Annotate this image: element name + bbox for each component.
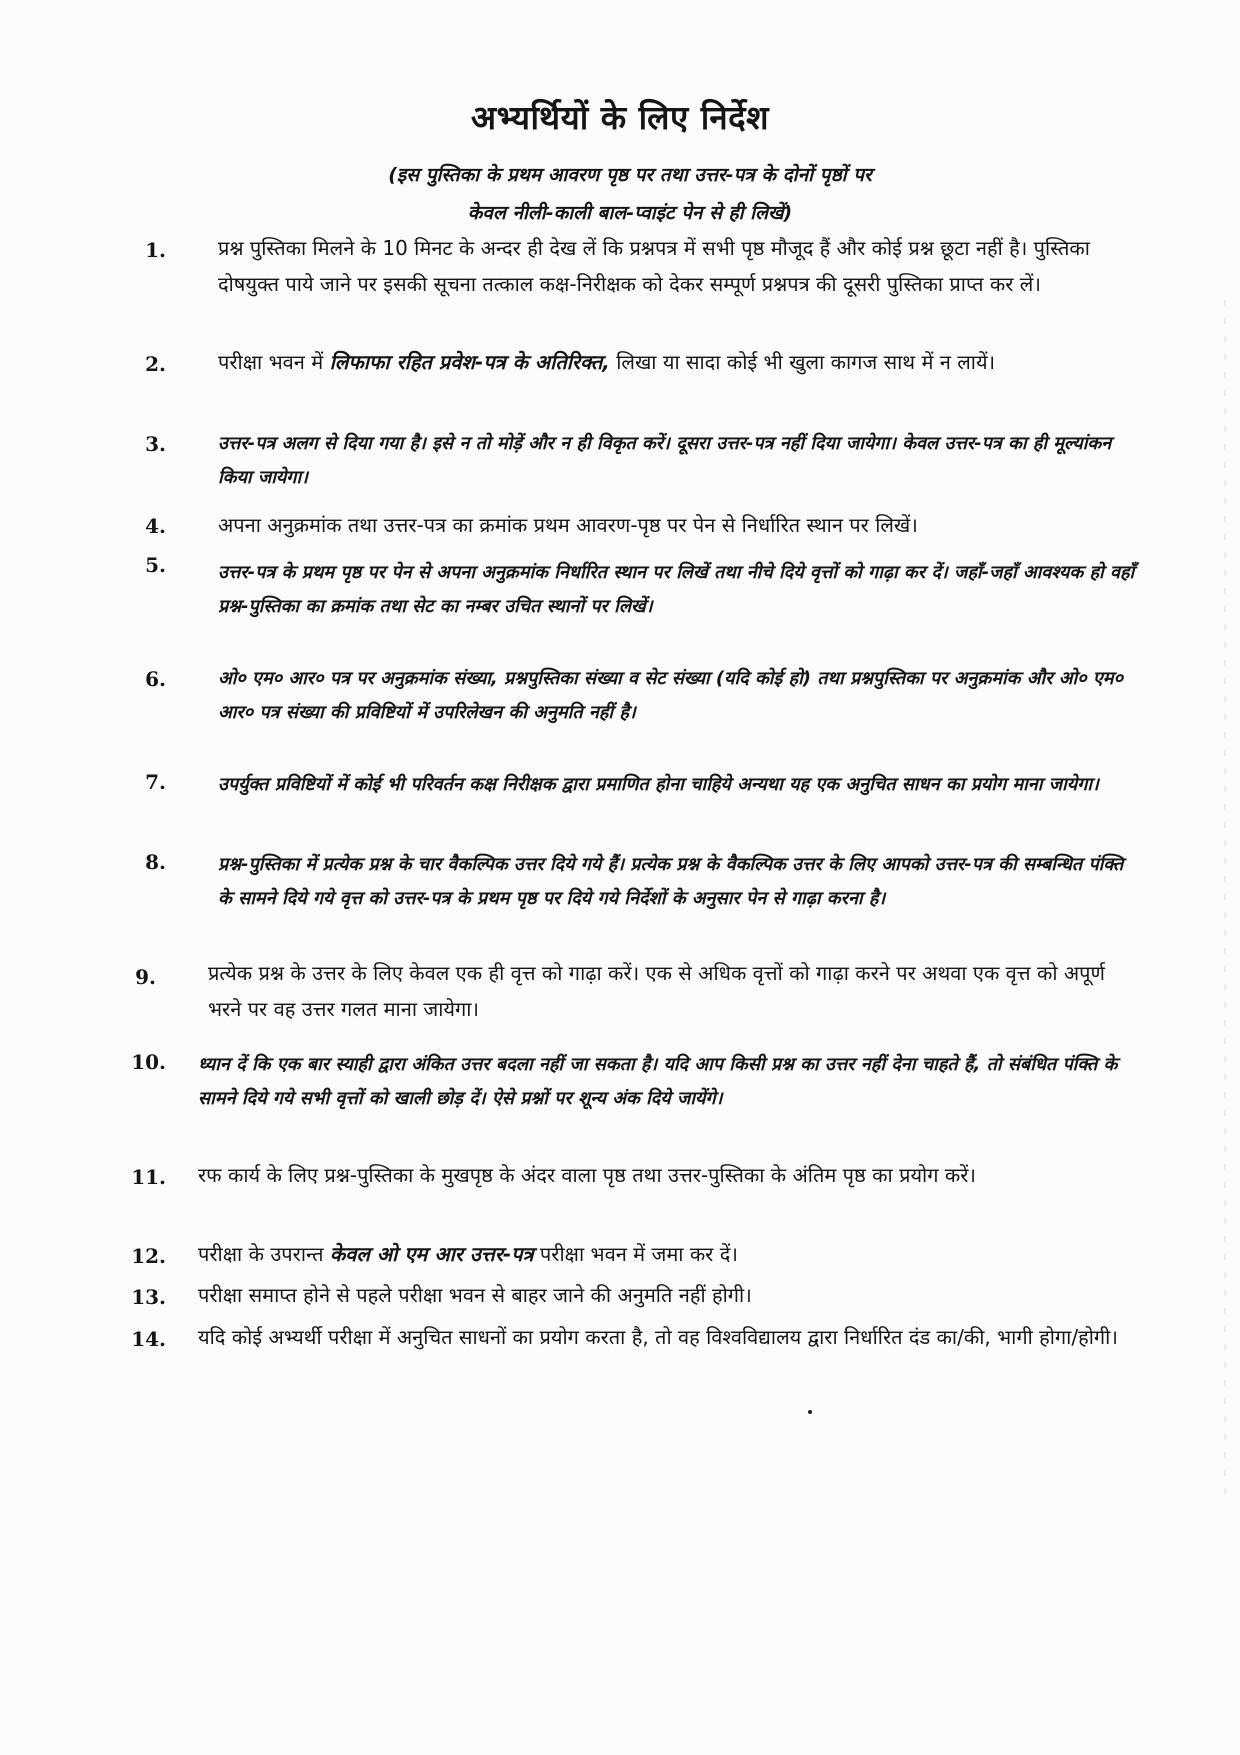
item-text: उपर्युक्त प्रविष्टियों में कोई भी परिवर्तन कक्ष निरीक्षक द्वारा प्रमाणित होना चाहिये अन्यथा यह एक अनुचित साधन का प्रयोग माना जायेगा।: [218, 774, 1099, 795]
item-number: 4.: [145, 514, 166, 538]
item-number: 14.: [131, 1327, 166, 1351]
item-number: 8.: [145, 850, 166, 874]
item-text: यदि कोई अभ्यर्थी परीक्षा में अनुचित साधनों का प्रयोग करता है, तो वह विश्वविद्यालय द्वारा निर्धारित दंड का/की, भागी होगा/होगी।: [198, 1325, 1118, 1349]
item-text: [198, 1236, 1138, 1272]
item-number: 6.: [145, 667, 166, 691]
item-text-emphasis: लिफाफा रहित प्रवेश-पत्र के अतिरिक्त,: [329, 350, 610, 374]
item-text: उत्तर-पत्र अलग से दिया गया है। इसे न तो मोड़ें और न ही विकृत करें। दूसरा उत्तर-पत्र नहीं दिया जायेगा। केवल उत्तर-पत्र का ही मूल्यांकन किया जायेगा।: [218, 433, 1112, 488]
item-number: 1.: [145, 238, 166, 262]
scan-edge-mark: [1224, 300, 1226, 1500]
item-number: 2.: [145, 352, 166, 376]
item-number: 9.: [135, 965, 156, 989]
page-title: अभ्यर्थियों के लिए निर्देश: [470, 98, 770, 137]
item-text: परीक्षा समाप्त होने से पहले परीक्षा भवन से बाहर जाने की अनुमति नहीं होगी।: [198, 1283, 752, 1307]
item-number: 3.: [145, 432, 166, 456]
item-text: प्रत्येक प्रश्न के उत्तर के लिए केवल एक ही वृत्त को गाढ़ा करें। एक से अधिक वृत्तों को गाढ़ा करने पर अथवा एक वृत्त को अपूर्ण भरने पर वह उत्तर गलत माना जायेगा।: [208, 961, 1105, 1021]
item-text-part: परीक्षा भवन में जमा कर दें।: [533, 1242, 738, 1266]
item-text: ध्यान दें कि एक बार स्याही द्वारा अंकित उत्तर बदला नहीं जा सकता है। यदि आप किसी प्रश्न का उत्तर नहीं देना चाहते हैं, तो संबंधित पंक्ति के सामने दिये गये सभी वृत्तों को खाली छोड़ दें। ऐसे प्रश्नों पर शून्य अंक दिये जायेंगे।: [198, 1054, 1118, 1109]
item-text-part: परीक्षा के उपरान्त: [198, 1242, 330, 1266]
page-subtitle: [230, 156, 1030, 232]
item-number: 10.: [131, 1050, 166, 1074]
item-text-part: परीक्षा भवन में: [218, 350, 330, 374]
item-text: प्रश्न पुस्तिका मिलने के 10 मिनट के अन्दर ही देख लें कि प्रश्नपत्र में सभी पृष्ठ मौजूद हैं और कोई प्रश्न छूटा नहीं है। पुस्तिका दोषयुक्त पाये जाने पर इसकी सूचना तत्काल कक्ष-निरीक्षक को देकर सम्पूर्ण प्रश्नपत्र की दूसरी पुस्तिका प्राप्त कर लें।: [218, 236, 1090, 296]
item-text: रफ कार्य के लिए प्रश्न-पुस्तिका के मुखपृष्ठ के अंदर वाला पृष्ठ तथा उत्तर-पुस्तिका के अंतिम पृष्ठ का प्रयोग करें।: [198, 1163, 976, 1187]
subtitle-line-2: केवल नीली-काली बाल-प्वाइंट पेन से ही लिखें): [467, 202, 793, 224]
item-number: 7.: [145, 770, 166, 794]
item-text-emphasis: केवल ओ एम आर उत्तर-पत्र: [329, 1242, 534, 1266]
subtitle-line-1: (इस पुस्तिका के प्रथम आवरण पृष्ठ पर तथा उत्तर-पत्र के दोनों पृष्ठों पर: [388, 164, 872, 186]
item-text: ओ० एम० आर० पत्र पर अनुक्रमांक संख्या, प्रश्नपुस्तिका संख्या व सेट संख्या (यदि कोई हो) तथा प्रश्नपुस्तिका पर अनुक्रमांक और ओ० एम० आर० पत्र संख्या की प्रविष्टियों में उपरिलेखन की अनुमति नहीं है।: [218, 668, 1123, 723]
item-number: 11.: [131, 1165, 166, 1189]
item-text-part: लिखा या सादा कोई भी खुला कागज साथ में न लायें।: [609, 350, 996, 374]
stray-ink-dot: [808, 1410, 812, 1414]
item-text: प्रश्न-पुस्तिका में प्रत्येक प्रश्न के चार वैकल्पिक उत्तर दिये गये हैं। प्रत्येक प्रश्न के वैकल्पिक उत्तर के लिए आपको उत्तर-पत्र की सम्बन्धित पंक्ति के सामने दिये गये वृत्त को उत्तर-पत्र के प्रथम पृष्ठ पर दिये गये निर्देशों के अनुसार पेन से गाढ़ा करना है।: [218, 854, 1124, 909]
item-text: उत्तर-पत्र के प्रथम पृष्ठ पर पेन से अपना अनुक्रमांक निर्धारित स्थान पर लिखें तथा नीचे दिये वृत्तों को गाढ़ा कर दें। जहाँ-जहाँ आवश्यक हो वहाँ प्रश्न-पुस्तिका का क्रमांक तथा सेट का नम्बर उचित स्थानों पर लिखें।: [218, 562, 1135, 617]
item-number: 12.: [131, 1244, 166, 1268]
item-number: 13.: [131, 1285, 166, 1309]
item-text: [218, 344, 1138, 380]
item-number: 5.: [145, 553, 166, 577]
item-text: अपना अनुक्रमांक तथा उत्तर-पत्र का क्रमांक प्रथम आवरण-पृष्ठ पर पेन से निर्धारित स्थान पर लिखें।: [218, 513, 918, 537]
